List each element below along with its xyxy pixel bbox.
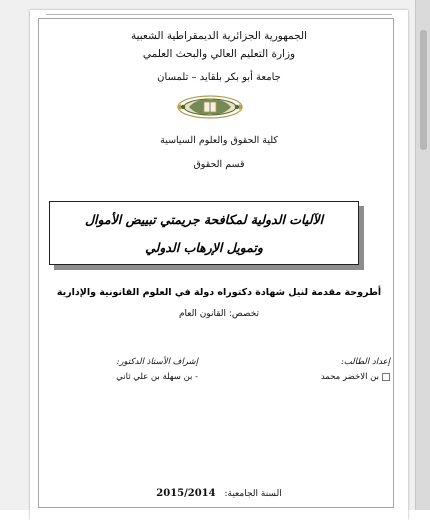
student-name-row [321, 372, 390, 382]
supervisor-name: - بن سهلة بن علي ثاني [116, 372, 198, 382]
specialization: تخصص: القانون العام [178, 309, 260, 319]
thesis-title-line-2: وتمويل الإرهاب الدولي [145, 240, 263, 255]
document-page [30, 10, 408, 520]
scrollbar-thumb[interactable] [420, 30, 427, 150]
ministry-heading: وزارة التعليم العالي والبحث العلمي [142, 48, 296, 60]
university-heading: جامعة أبو بكر بلقايد – تلمسان [157, 72, 281, 83]
vertical-scrollbar[interactable] [415, 0, 430, 510]
thesis-title-line-1: الآليات الدولية لمكافحة جريمتي تبييض الأموال [84, 212, 324, 227]
academic-year [30, 488, 408, 499]
checkbox-icon [382, 373, 390, 381]
student-name: بن الاخضر محمد [320, 372, 379, 382]
page-top-rule [46, 14, 392, 15]
title-box [49, 201, 359, 265]
department-heading: قسم الحقوق [193, 159, 245, 170]
republic-heading: الجمهورية الجزائرية الديمقراطية الشعبية [130, 30, 308, 42]
academic-year-value: 2015/2014 [156, 488, 216, 499]
faculty-heading: كلية الحقوق والعلوم السياسية [160, 135, 278, 146]
thesis-type: أطروحة مقدمة لنيل شهادة دكتوراه دولة في العلوم القانونية والإدارية [56, 287, 382, 298]
university-emblem-icon [175, 92, 245, 122]
student-label: إعداد الطالب: [340, 357, 390, 367]
supervisor-label: إشراف الأستاذ الدكتور: [116, 357, 198, 367]
academic-year-label: السنة الجامعية: [224, 489, 282, 499]
